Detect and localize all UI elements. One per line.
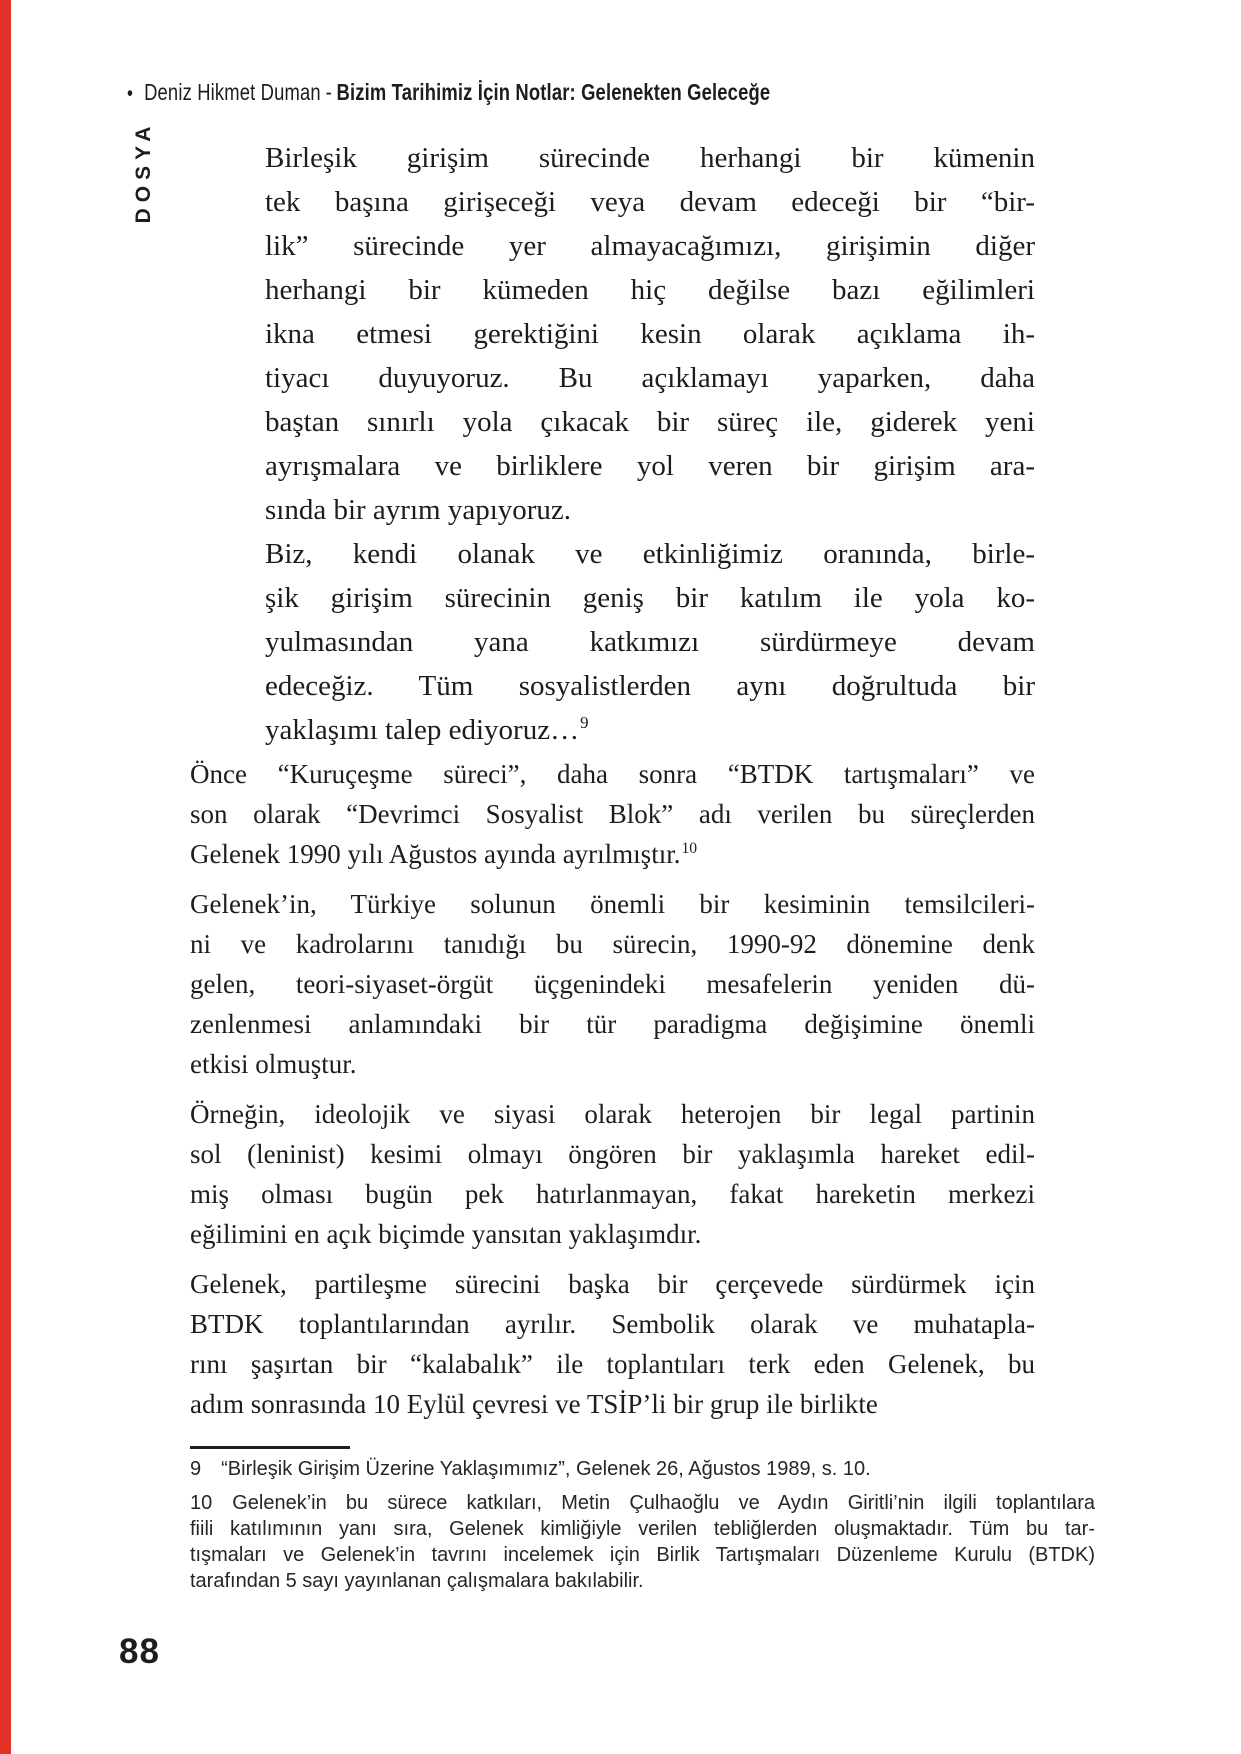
paragraph: [265, 136, 1035, 532]
body-line: eğilimini en açık biçimde yansıtan yaklaşımdır.: [190, 1219, 702, 1249]
footnotes: [190, 1456, 1095, 1602]
body-line: miş olması bugün pek hatırlanmayan, fakat hareketin merkezi: [190, 1179, 1035, 1209]
quote-line: tek başına girişeceği veya devam edeceği bir “bir-: [265, 186, 1035, 218]
quote-line: lik” sürecinde yer almayacağımızı, girişimin diğer: [265, 230, 1035, 262]
paragraph: [190, 1094, 1035, 1254]
section-label-vertical: DOSYA: [132, 120, 155, 224]
body-text: [190, 754, 1035, 1424]
body-line: adım sonrasında 10 Eylül çevresi ve TSİP’li bir grup ile birlikte: [190, 1389, 878, 1419]
running-header: [127, 78, 770, 108]
paragraph: [190, 754, 1035, 874]
footnote-separator-rule: [190, 1446, 350, 1449]
quote-line: tiyacı duyuyoruz. Bu açıklamayı yaparken, daha: [265, 362, 1035, 394]
footnote-line: 9 “Birleşik Girişim Üzerine Yaklaşımımız”, Gelenek 26, Ağustos 1989, s. 10.: [190, 1458, 871, 1480]
body-line: Gelenek’in, Türkiye solunun önemli bir kesiminin temsilcileri-: [190, 889, 1035, 919]
body-line: son olarak “Devrimci Sosyalist Blok” adı verilen bu süreçlerden: [190, 799, 1035, 829]
footnote-reference: 9: [580, 713, 589, 733]
quote-line: yulmasından yana katkımızı sürdürmeye devam: [265, 626, 1035, 658]
quote-line: herhangi bir kümeden hiç değilse bazı eğilimleri: [265, 274, 1035, 306]
quote-line: Birleşik girişim sürecinde herhangi bir kümenin: [265, 142, 1035, 174]
footnote-line: fiili katılımının yanı sıra, Gelenek kimliğiyle verilen tebliğlerden oluşmaktadır. Tüm bu tar-: [190, 1518, 1095, 1540]
quote-line: şik girişim sürecinin geniş bir katılım ile yola ko-: [265, 582, 1035, 614]
paragraph: [265, 532, 1035, 752]
footnote-reference: 10: [681, 840, 698, 857]
header-article-title: Bizim Tarihimiz İçin Notlar: Gelenekten Geleceğe: [336, 79, 771, 105]
body-line: BTDK toplantılarından ayrılır. Sembolik olarak ve muhatapla-: [190, 1309, 1035, 1339]
body-line: Önce “Kuruçeşme süreci”, daha sonra “BTDK tartışmaları” ve: [190, 759, 1035, 789]
body-line: zenlenmesi anlamındaki bir tür paradigma değişimine önemli: [190, 1009, 1035, 1039]
body-line: sol (leninist) kesimi olmayı öngören bir yaklaşımla hareket edil-: [190, 1139, 1035, 1169]
page-number: 88: [119, 1632, 160, 1671]
block-quote: [265, 136, 1035, 752]
section-color-band: [0, 0, 11, 1754]
header-author: Deniz Hikmet Duman: [144, 79, 321, 105]
quote-line: ikna etmesi gerektiğini kesin olarak açıklama ih-: [265, 318, 1035, 350]
footnote-line: tarafından 5 sayı yayınlanan çalışmalara bakılabilir.: [190, 1570, 644, 1592]
quote-line: edeceğiz. Tüm sosyalistlerden aynı doğrultuda bir: [265, 670, 1035, 702]
quote-line: sında bir ayrım yapıyoruz.: [265, 494, 572, 526]
header-separator: -: [325, 79, 332, 105]
body-line: Gelenek, partileşme sürecini başka bir çerçevede sürdürmek için: [190, 1269, 1035, 1299]
body-line: gelen, teori-siyaset-örgüt üçgenindeki mesafelerin yeniden dü-: [190, 969, 1035, 999]
footnote-line: tışmaları ve Gelenek’in tavrını incelemek için Birlik Tartışmaları Düzenleme Kurulu (BTDK): [190, 1544, 1095, 1566]
quote-line: baştan sınırlı yola çıkacak bir süreç ile, giderek yeni: [265, 406, 1035, 438]
paragraph: [190, 884, 1035, 1084]
quote-line: yaklaşımı talep ediyoruz…$^9$: [265, 713, 589, 746]
body-line: ni ve kadrolarını tanıdığı bu sürecin, 1990-92 dönemine denk: [190, 929, 1035, 959]
footnote-item: [190, 1490, 1095, 1594]
footnote-item: [190, 1456, 1095, 1482]
quote-line: Biz, kendi olanak ve etkinliğimiz oranında, birle-: [265, 538, 1035, 570]
footnote-number: 9: [190, 1458, 202, 1480]
header-bullet-icon: •: [127, 82, 133, 105]
footnote-number: 10: [190, 1492, 213, 1514]
paragraph: [190, 1264, 1035, 1424]
body-line: etkisi olmuştur.: [190, 1049, 357, 1079]
body-line: rını şaşırtan bir “kalabalık” ile toplantıları terk eden Gelenek, bu: [190, 1349, 1035, 1379]
body-line: Örneğin, ideolojik ve siyasi olarak heterojen bir legal partinin: [190, 1099, 1035, 1129]
quote-line: ayrışmalara ve birliklere yol veren bir girişim ara-: [265, 450, 1035, 482]
footnote-line: 10 Gelenek’in bu sürece katkıları, Metin Çulhaoğlu ve Aydın Giritli’nin ilgili toplantılara: [190, 1492, 1095, 1514]
body-line: Gelenek 1990 yılı Ağustos ayında ayrılmıştır.$^{10}$: [190, 839, 698, 869]
